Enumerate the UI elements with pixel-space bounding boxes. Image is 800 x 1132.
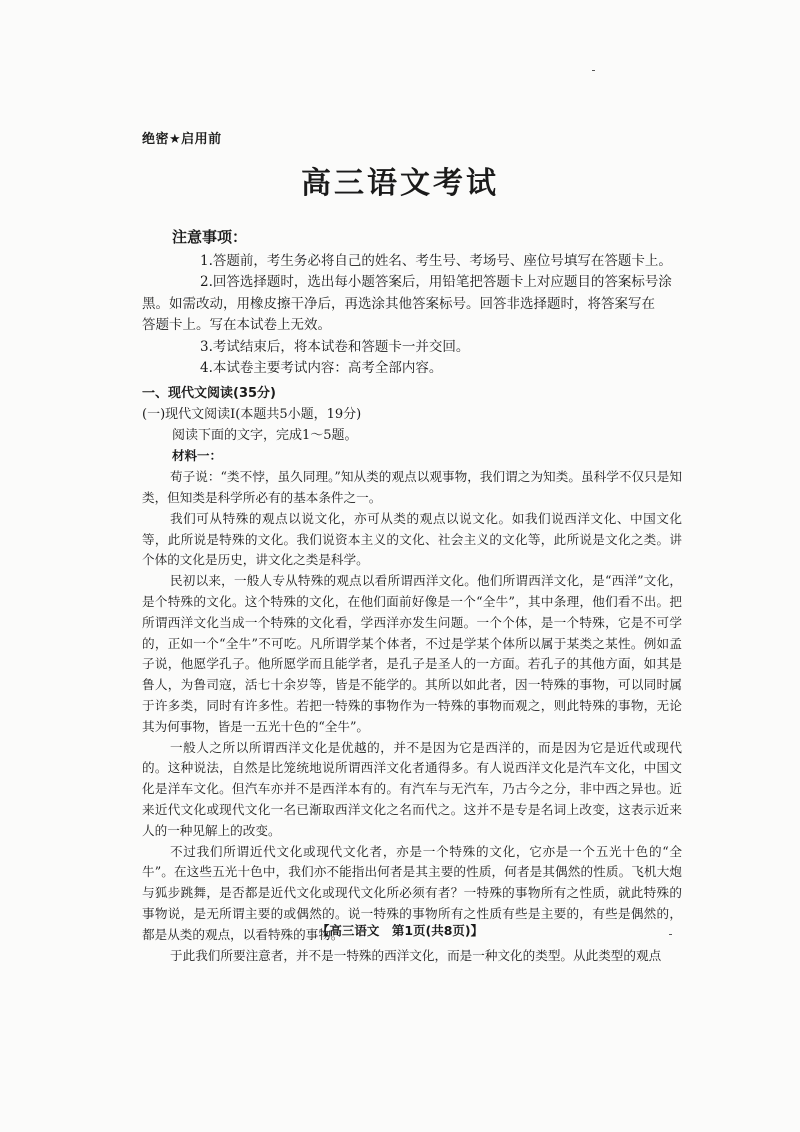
exam-title: 高三语文考试 — [301, 166, 499, 201]
material-label: 材料一： — [172, 448, 223, 464]
passage-paragraph: 我们可从特殊的观点以说文化，亦可从类的观点以说文化。如我们说西洋文化、中国文化等，此所说是特殊的文化。我们说资本主义的文化、社会主义的文化等，此所说是文化之类。讲个体的文化是历史，讲文化之类是科学。 — [142, 510, 682, 568]
passage-paragraph: 于此我们所要注意者，并不是一特殊的西洋文化，而是一种文化的类型。从此类型的观点 — [170, 947, 662, 963]
instruction-text: 阅读下面的文字，完成1～5题。 — [172, 427, 358, 443]
notice-item: 4.本试卷主要考试内容：高考全部内容。 — [200, 360, 443, 376]
scan-speck — [669, 934, 672, 935]
passage-paragraph: 荀子说：“类不悖，虽久同理。”知从类的观点以观事物，我们谓之为知类。虽科学不仅只是知类，但知类是科学所必有的基本条件之一。 — [142, 469, 682, 505]
notice-block — [142, 227, 680, 380]
section-heading: 一、现代文阅读(35分) — [142, 386, 276, 401]
notice-item-continuation: 黑。如需改动，用橡皮擦干净后，再选涂其他答案标号。回答非选择题时，将答案写在 — [142, 295, 655, 312]
passage-paragraph: 不过我们所谓近代文化或现代文化者，亦是一个特殊的文化，它亦是一个五光十色的“全牛”。在这些五光十色中，我们亦不能指出何者是其主要的性质，何者是其偶然的性质。飞机大炮与狐步跳舞，是否都是近代文化或现代文化所必须有者？一特殊的事物所有之性质，就此特殊的事物说，是无所谓主要的或偶然的。说一特殊的事物所有之性质有些是主要的，有些是偶然的，都是从类的观点，以看特殊的事物。 — [142, 843, 682, 942]
subsection-heading: (一)现代文阅读Ⅰ(本题共5小题，19分) — [142, 406, 362, 422]
scan-speck — [592, 70, 595, 71]
notice-item-continuation: 答题卡上。写在本试卷上无效。 — [142, 317, 331, 333]
notice-item: 1.答题前，考生务必将自己的姓名、考生号、考场号、座位号填写在答题卡上。 — [200, 252, 672, 269]
confidential-mark: 绝密★启用前 — [142, 132, 222, 147]
notice-item: 2.回答选择题时，选出每小题答案后，用铅笔把答题卡上对应题目的答案标号涂 — [200, 274, 672, 290]
passage-paragraph: 一般人之所以所谓西洋文化是优越的，并不是因为它是西洋的，而是因为它是近代或现代的。这种说法，自然是比笼统地说所谓西洋文化者通得多。有人说西洋文化是汽车文化，中国文化是洋车文化。但汽车亦并不是西洋本有的。有汽车与无汽车，乃古今之分，非中西之异也。近来近代文化或现代文化一名已渐取西洋文化之名而代之。这并不是专是名词上改变，这表示近来人的一种见解上的改变。 — [142, 739, 682, 838]
passage-paragraph: 民初以来，一般人专从特殊的观点以看所谓西洋文化。他们所谓西洋文化，是“西洋”文化，是个特殊的文化。这个特殊的文化，在他们面前好像是一个“全牛”，其中条理，他们看不出。把所谓西洋文化当成一个特殊的文化看，学西洋亦发生问题。一个个体，是一个特殊，它是不可学的，正如一个“全牛”不可吃。凡所谓学某个体者，不过是学某个体所以属于某类之某性。例如孟子说，他愿学孔子。他所愿学而且能学者，是孔子是圣人的一方面。若孔子的其他方面，如其是鲁人，为鲁司寇，活七十余岁等，皆是不能学的。其所以如此者，因一特殊的事物，可以同时属于许多类，同时有许多性。若把一特殊的事物作为一特殊的事物而观之，则此特殊的事物，无论其为何事物，皆是一五光十色的“全牛”。 — [142, 573, 682, 734]
notice-item: 3.考试结束后，将本试卷和答题卡一并交回。 — [200, 338, 470, 355]
reading-section — [142, 384, 682, 966]
notice-heading: 注意事项： — [172, 228, 248, 246]
page-footer: 【高三语文 第1页(共8页)】 — [316, 923, 484, 938]
